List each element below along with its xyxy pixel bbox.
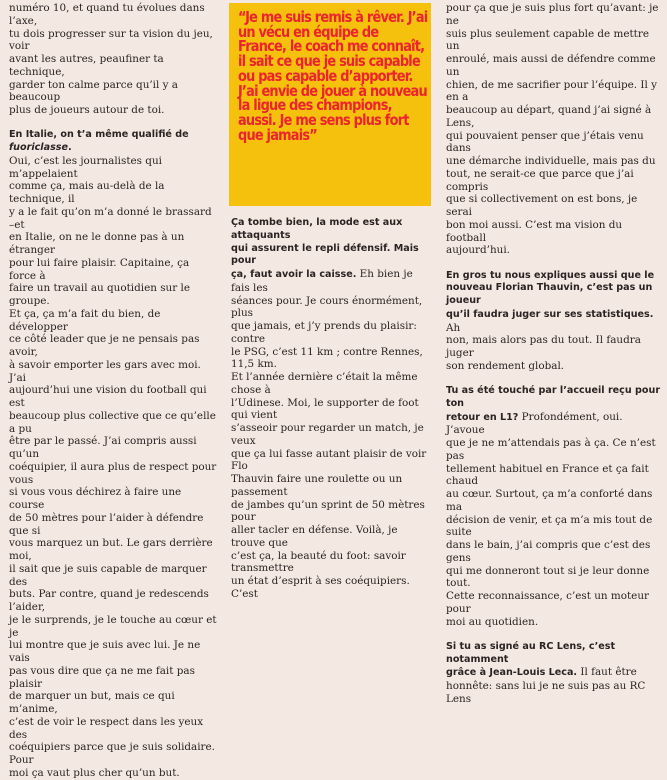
text-line: si vous vous déchirez à faire une course [9, 486, 182, 511]
text-line: pour ça que je suis plus fort qu’avant: je ne [446, 2, 659, 27]
text-line: enroulé, mais aussi de défendre comme un [446, 53, 656, 78]
text-line: avant les autres, peaufiner ta technique, [9, 53, 164, 78]
text-line: dans le bain, j’ai compris que c’est des gens [446, 539, 651, 564]
question-line: Si tu as signé au RC Lens, c’est notamment [446, 640, 616, 665]
question-punctuation: . [68, 142, 72, 153]
text-line: Et l’année dernière c’était la même chose à [231, 371, 418, 396]
text-line: tout, ne serait-ce que parce que j’ai compris [446, 167, 634, 193]
text-line: s’asseoir pour regarder un match, je veux [231, 422, 424, 447]
text-line: numéro 10, et quand tu évolues dans l’axe, [9, 2, 205, 27]
paragraph-gap [446, 257, 664, 270]
text-line: que si collectivement on est bons, je serai [446, 193, 638, 218]
question-line: Ça tombe bien, la mode est aux attaquants [231, 217, 403, 241]
text-line: Oui, c’est les journalistes qui m’appelaient [9, 154, 162, 180]
text-line: être par le passé. J’ai compris aussi qu’un [9, 435, 197, 460]
text-line: son rendement global. [446, 359, 565, 372]
text-line: garder ton calme parce qu’il y a beaucoup [9, 78, 179, 104]
interview-question [231, 217, 431, 243]
text-line: qui pouvaient penser que j’étais venu dans [446, 129, 644, 155]
text-line: tellement habituel en France et ça fait chaud [446, 462, 649, 488]
text-line: plus de joueurs autour de toi. [9, 104, 165, 116]
text-line: aujourd’hui. [446, 244, 510, 257]
text-line: y a le fait qu’on m’a donné le brassard –et [9, 205, 212, 231]
text-line: chien, de me sacrifier pour l’équipe. Il y en a [446, 78, 657, 104]
interview-answer [9, 155, 217, 780]
text-line: ce côté leader que je ne pensais pas avoir, [9, 333, 200, 358]
answer-start: Il faut être [577, 666, 637, 679]
text-line: vous marquez un but. Le gars derrière moi, [9, 537, 213, 562]
text-line: que jamais, et j’y prends du plaisir: contre [231, 320, 417, 345]
text-line: qui me donneront tout si je leur donne tout. [446, 564, 650, 590]
paragraph-gap [9, 117, 217, 130]
interview-question [446, 282, 664, 308]
text-line: non, mais alors pas du tout. Il faudra juger [446, 334, 641, 359]
question-line: Tu as été touché par l’accueil reçu pour ton [446, 385, 661, 409]
question-line: ça, faut avoir la caisse. [231, 269, 357, 280]
text-line: c’est de voir le respect dans les yeux des [9, 715, 204, 741]
text-line: pour lui faire plaisir. Capitaine, ça force à [9, 256, 190, 282]
answer-start: Profondément, oui. J’avoue [446, 410, 623, 437]
question-answer-line [446, 308, 664, 335]
text-line: aller tacler en défense. Voilà, je trouve que [231, 524, 398, 549]
pull-quote-box [229, 3, 431, 206]
interview-question [9, 129, 217, 155]
question-italic-text: fuoriclasse [9, 142, 68, 153]
question-line: qu’il faudra juger sur ses statistiques. [446, 308, 654, 320]
question-answer-line [231, 268, 431, 295]
left-column [9, 2, 217, 780]
text-line: je le surprends, je le touche au cœur et je [9, 613, 217, 639]
text-line: moi ça vaut plus cher qu’un but. [9, 766, 180, 779]
interview-question [446, 641, 664, 667]
text-line: coéquipier, il aura plus de respect pour vous [9, 460, 217, 486]
question-text: En Italie, on t’a même qualifié de [9, 129, 189, 141]
text-line: il sait que je suis capable de marquer des [9, 562, 207, 588]
text-line: pas vous dire que ça ne me fait pas plaisir [9, 664, 195, 690]
intro-paragraph [446, 2, 664, 257]
text-line: comme ça, mais au-delà de la technique, il [9, 180, 165, 205]
text-line: au cœur. Surtout, ça m’a conforté dans ma [446, 488, 653, 513]
text-line: honnête: sans lui je ne suis pas au RC Lens [446, 680, 646, 705]
text-line: aujourd’hui une vision du football qui est [9, 384, 207, 409]
text-line: suis plus seulement capable de mettre un [446, 27, 649, 53]
text-line: séances pour. Je cours énormément, plus [231, 294, 423, 320]
text-line: que je ne m’attendais pas à ça. Ce n’est pas [446, 437, 656, 462]
text-line: en Italie, on ne le donne pas à un étranger [9, 231, 185, 256]
text-line: faire un travail au quotidien sur le groupe. [9, 282, 190, 307]
text-line: tu dois progresser sur ta vision du jeu, voir [9, 27, 213, 53]
text-line: buts. Par contre, quand je redescends l’aider, [9, 588, 209, 613]
text-line: l’Udinese. Moi, le supporter de foot qui vient [231, 396, 419, 422]
text-line: moi au quotidien. [446, 615, 539, 628]
text-line: beaucoup au départ, quand j’ai signé à Lens, [446, 104, 652, 129]
paragraph-gap [446, 628, 664, 641]
middle-column [231, 217, 431, 601]
question-line: grâce à Jean-Louis Leca. [446, 667, 578, 679]
text-line: lui montre que je suis avec lui. Je ne vais [9, 639, 201, 664]
text-line: Cette reconnaissance, c’est un moteur pour [446, 590, 649, 615]
text-line: de jambes qu’un sprint de 50 mètres pour [231, 498, 425, 524]
text-line: le PSG, c’est 11 km ; contre Rennes, 11,5 km. [231, 345, 423, 371]
question-line: nouveau Florian Thauvin, c’est pas un joueur [446, 282, 653, 306]
text-line: que ça lui fasse autant plaisir de voir Flo [231, 447, 427, 473]
question-line: qui assurent le repli défensif. Mais pour [231, 242, 419, 267]
question-answer-line [446, 411, 664, 438]
interview-question [446, 385, 664, 411]
text-line: Et ça, ça m’a fait du bien, de développer [9, 307, 161, 333]
text-line: décision de venir, et ça m’a mis tout de suite [446, 513, 653, 539]
text-line: à savoir emporter les gars avec moi. J’ai [9, 358, 201, 384]
interview-question [231, 243, 431, 269]
pull-quote-text: “Je me suis remis à rêver. J’ai un vécu en équipe de France, le coach me connaît, il sait ce que je suis capable ou pas capable d’apporter. J’ai envie de jouer à nouveau la ligue des champions, aussi. Je me sens plus fort que jamais” [238, 8, 428, 144]
question-line: retour en L1? [446, 411, 519, 423]
interview-question [446, 270, 664, 283]
paragraph-gap [446, 373, 664, 386]
question-answer-line [446, 666, 664, 680]
text-line: Thauvin faire une roulette ou un passement [231, 473, 403, 498]
right-column [446, 2, 664, 706]
text-line: de 50 mètres pour l’aider à défendre que si [9, 511, 204, 537]
answer-start: Ah [446, 321, 461, 334]
text-line: une démarche individuelle, mais pas du [446, 155, 656, 167]
text-line: de marquer un but, mais ce qui m’anime, [9, 690, 175, 715]
text-line: bon moi aussi. C’est ma vision du football [446, 218, 623, 244]
text-line: beaucoup plus collective que ce qu’elle a pu [9, 409, 216, 435]
text-line: c’est ça, la beauté du foot: savoir transmettre [231, 549, 406, 575]
intro-paragraph [9, 2, 217, 117]
text-line: un état d’esprit à ses coéquipiers. C’est [231, 575, 410, 600]
interview-answer [231, 295, 431, 601]
text-line: coéquipiers parce que je suis solidaire. Pour [9, 741, 215, 766]
question-line: En gros tu nous expliques aussi que le [446, 269, 655, 281]
answer-start: Eh bien je fais les [231, 268, 413, 294]
